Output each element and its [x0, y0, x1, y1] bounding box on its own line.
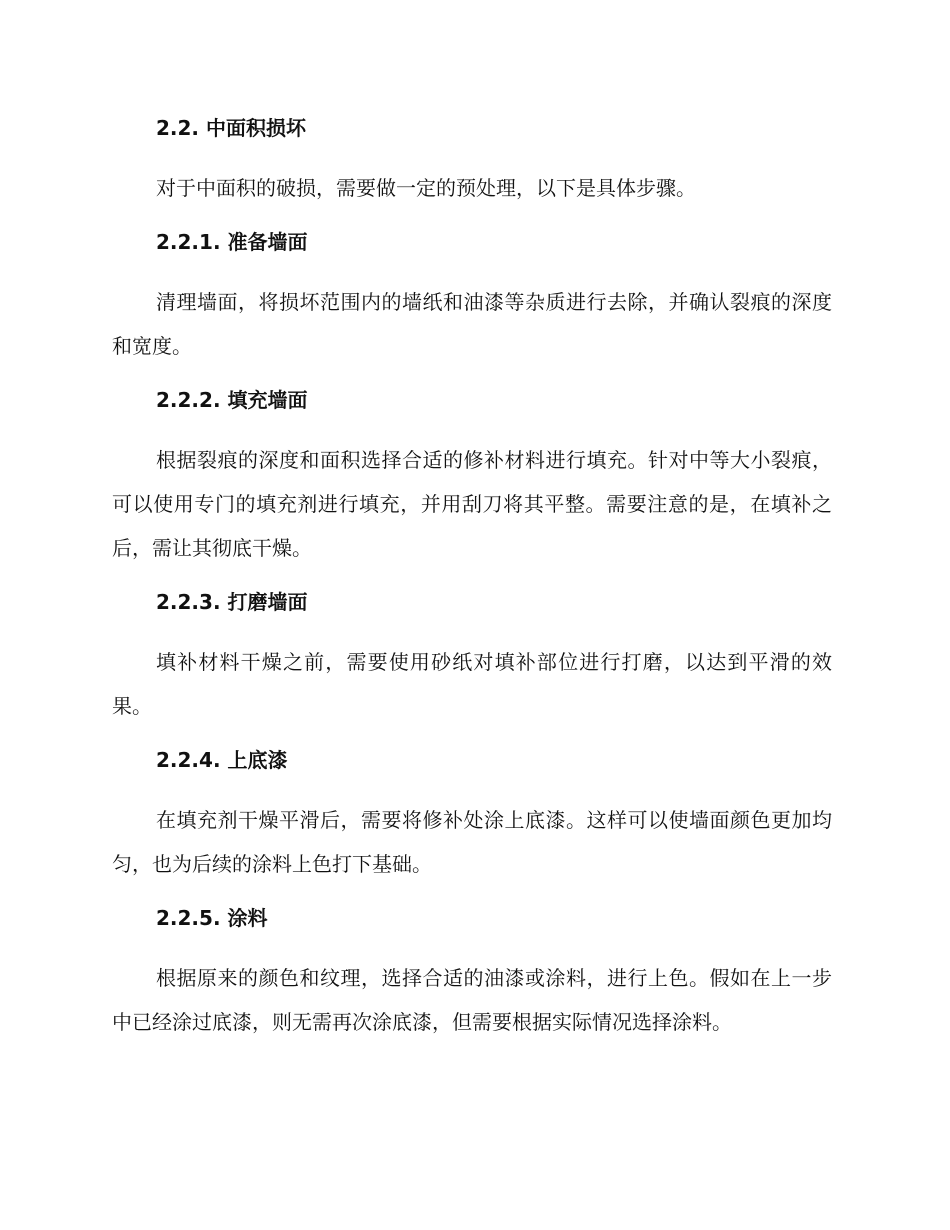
section-paragraph-2-2: 对于中面积的破损，需要做一定的预处理，以下是具体步骤。 — [156, 176, 696, 200]
document-body — [112, 110, 832, 1044]
section-heading-2-2: 2.2. 中面积损坏 — [156, 116, 306, 140]
section-heading-2-2-2: 2.2.2. 填充墙面 — [156, 388, 308, 412]
section-heading-2-2-3: 2.2.3. 打磨墙面 — [156, 590, 308, 614]
section-paragraph-2-2-4: 在填充剂干燥平滑后，需要将修补处涂上底漆。这样可以使墙面颜色更加均匀，也为后续的涂料上色打下基础。 — [112, 808, 832, 876]
section-heading-2-2-1: 2.2.1. 准备墙面 — [156, 230, 308, 254]
section-paragraph-2-2-5: 根据原来的颜色和纹理，选择合适的油漆或涂料，进行上色。假如在上一步中已经涂过底漆，则无需再次涂底漆，但需要根据实际情况选择涂料。 — [112, 966, 832, 1034]
section-heading-2-2-5: 2.2.5. 涂料 — [156, 906, 268, 930]
section-paragraph-2-2-2: 根据裂痕的深度和面积选择合适的修补材料进行填充。针对中等大小裂痕，可以使用专门的填充剂进行填充，并用刮刀将其平整。需要注意的是，在填补之后，需让其彻底干燥。 — [112, 448, 832, 560]
section-paragraph-2-2-1: 清理墙面，将损坏范围内的墙纸和油漆等杂质进行去除，并确认裂痕的深度和宽度。 — [112, 290, 832, 358]
section-paragraph-2-2-3: 填补材料干燥之前，需要使用砂纸对填补部位进行打磨，以达到平滑的效果。 — [112, 650, 832, 718]
section-heading-2-2-4: 2.2.4. 上底漆 — [156, 748, 288, 772]
